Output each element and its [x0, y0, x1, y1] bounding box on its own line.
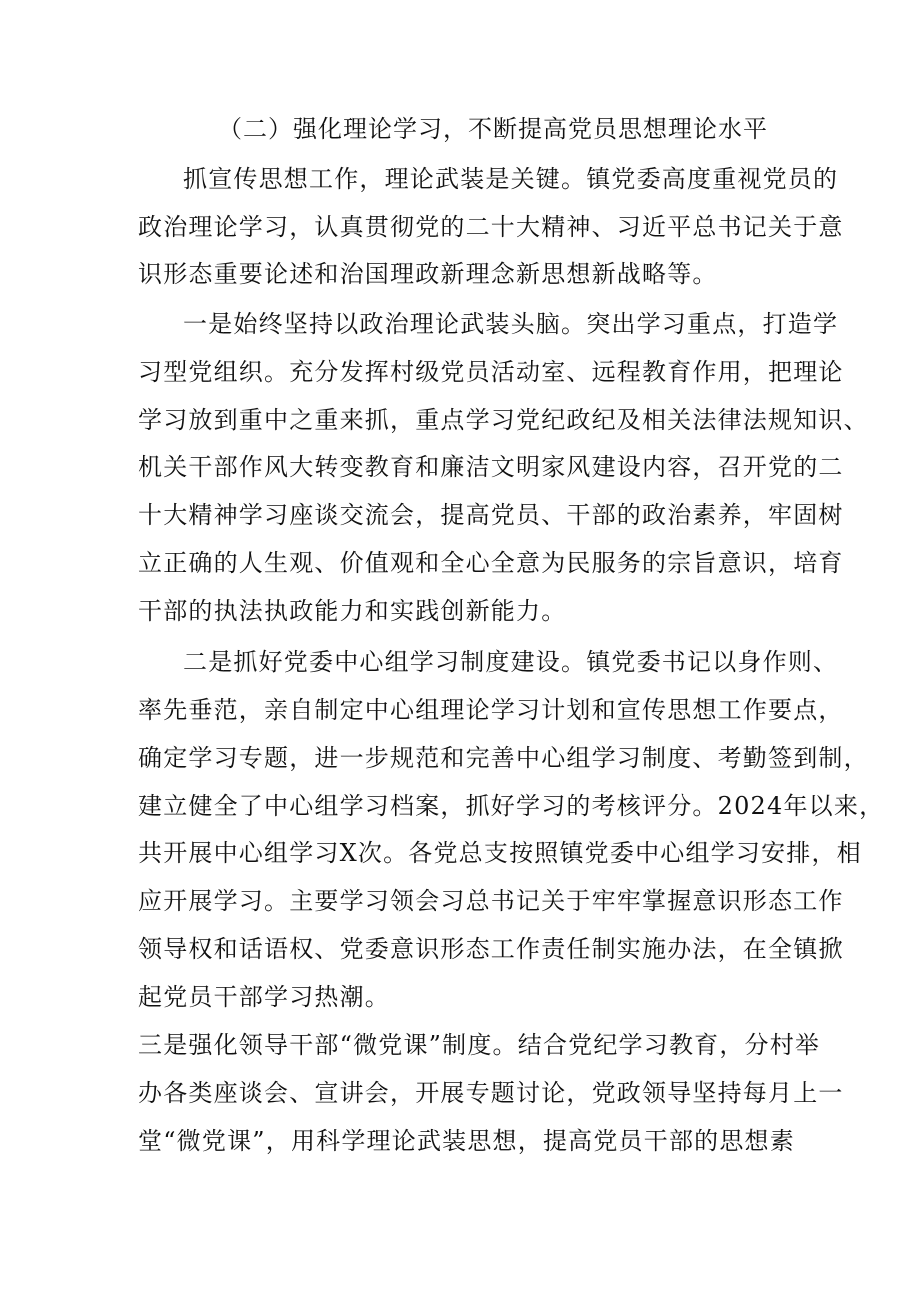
paragraph-line: 办各类座谈会、宣讲会，开展专题讨论，党政领导坚持每月上一 [138, 1079, 844, 1107]
paragraph-line: 政治理论学习，认真贯彻党的二十大精神、习近平总书记关于意 [138, 213, 844, 241]
paragraph-line: 领导权和话语权、党委意识形态工作责任制实施办法，在全镇掀 [138, 935, 844, 963]
paragraph-line: 率先垂范，亲自制定中心组理论学习计划和宣传思想工作要点， [138, 696, 844, 724]
paragraph-line: 二是抓好党委中心组学习制度建设。镇党委书记以身作则、 [183, 648, 839, 676]
paragraph-line: 十大精神学习座谈交流会，提高党员、干部的政治素养，牢固树 [138, 501, 844, 529]
paragraph-line: 共开展中心组学习X次。各党总支按照镇党委中心组学习安排，相 [138, 839, 862, 867]
paragraph-line: 应开展学习。主要学习领会习总书记关于牢牢掌握意识形态工作 [138, 887, 844, 915]
paragraph-line: 三是强化领导干部“微党课”制度。结合党纪学习教育，分村举 [138, 1031, 821, 1059]
paragraph-line: 建立健全了中心组学习档案，抓好学习的考核评分。2024年以来， [138, 792, 885, 820]
paragraph-line: 立正确的人生观、价值观和全心全意为民服务的宗旨意识，培育 [138, 549, 844, 577]
paragraph-line: 干部的执法执政能力和实践创新能力。 [138, 597, 567, 625]
paragraph-line: 抓宣传思想工作，理论武装是关键。镇党委高度重视党员的 [183, 165, 839, 193]
paragraph-line: 确定学习专题，进一步规范和完善中心组学习制度、考勤签到制， [138, 744, 869, 772]
paragraph-line: 识形态重要论述和治国理政新理念新思想新战略等。 [138, 260, 718, 288]
paragraph-line: 机关干部作风大转变教育和廉洁文明家风建设内容，召开党的二 [138, 453, 844, 481]
paragraph-line: 堂“微党课”，用科学理论武装思想，提高党员干部的思想素 [138, 1127, 795, 1155]
paragraph-line: 一是始终坚持以政治理论武装头脑。突出学习重点，打造学 [183, 310, 839, 338]
section-heading: （二）强化理论学习，不断提高党员思想理论水平 [218, 115, 768, 143]
paragraph-line: 学习放到重中之重来抓，重点学习党纪政纪及相关法律法规知识、 [138, 406, 869, 434]
paragraph-line: 习型党组织。充分发挥村级党员活动室、远程教育作用，把理论 [138, 358, 844, 386]
paragraph-line: 起党员干部学习热潮。 [138, 983, 390, 1011]
